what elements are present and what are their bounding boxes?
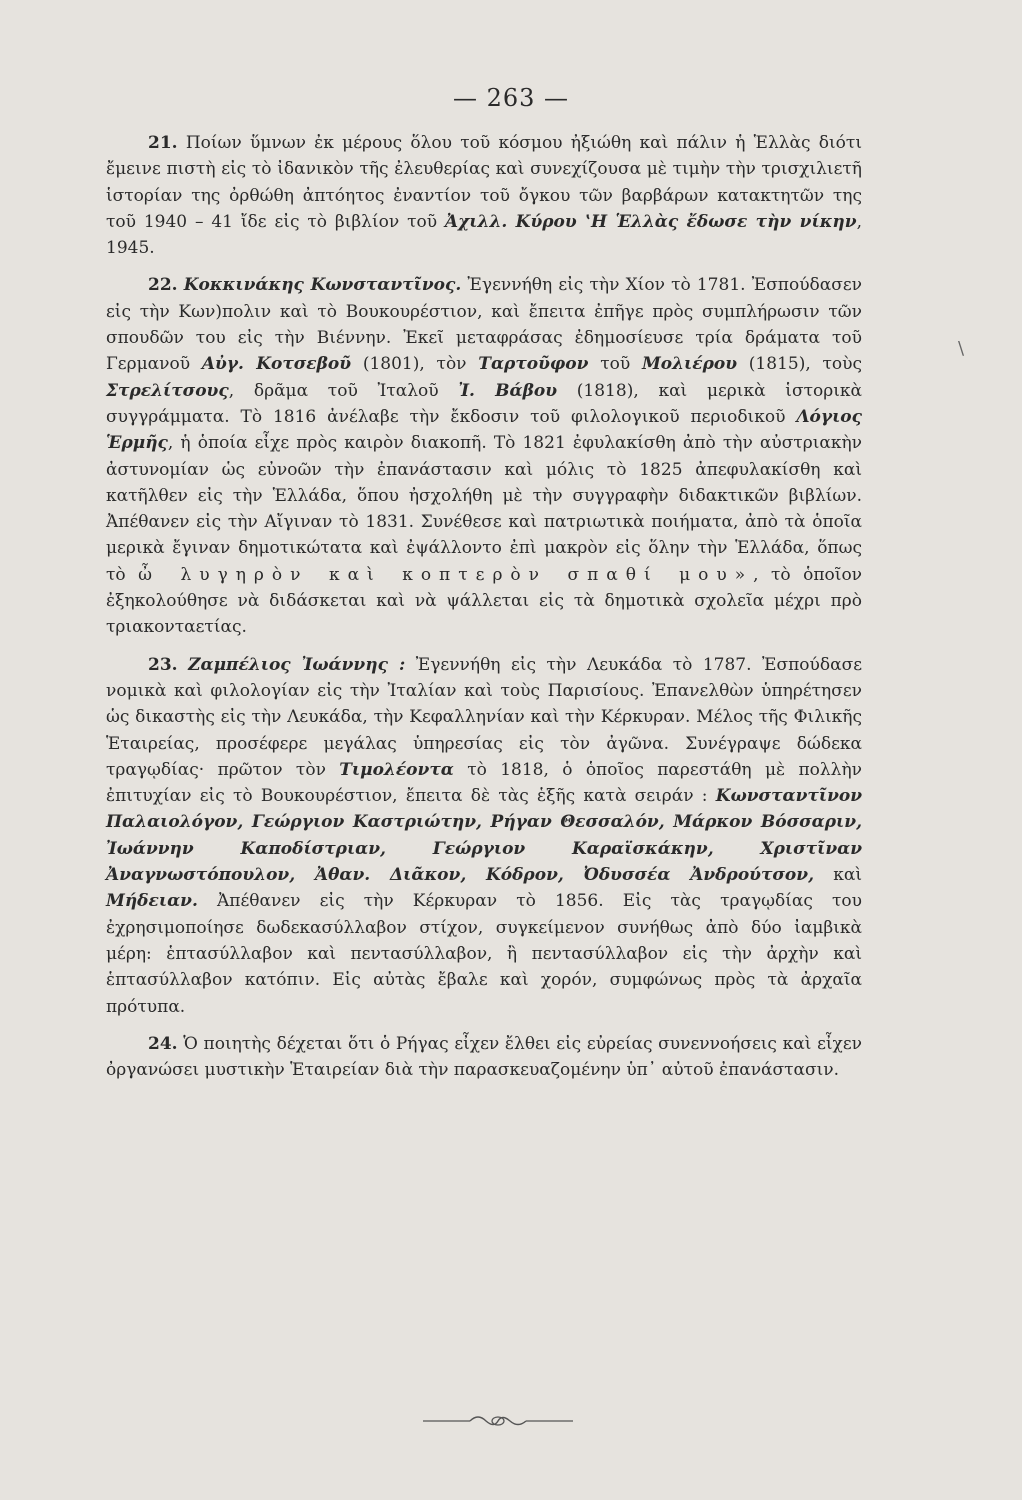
book-reference: Ἀχιλλ. Κύρου ‛Η Ἑλλὰς ἔδωσε τὴν νίκην [444,211,857,232]
note-text: Ἐγεννήθη εἰς τὴν Λευκάδα τὸ 1787. Ἐσπούδασε νομικὰ καὶ φιλολογίαν εἰς τὴν Ἰταλίαν καὶ τοὺς Παρισίους. Ἐπανελθὼν ὑπηρέτησεν ὡς δικαστὴς εἰς τὴν Λευκάδα, τὴν Κεφαλληνίαν καὶ τὴν Κέρκυραν. Μέλος τῆς Φιλικῆς Ἑταιρείας, προσέφερε μεγάλας ὑπηρεσίας εἰς τὸν ἀγῶνα. Συνέγραψε δώδεκα τραγῳδίας· πρῶτον τὸν [106,654,862,780]
note-text: (1801), τὸν [351,354,479,375]
note-number: 21. [148,133,178,153]
spaced-quote: ὦ λυγηρὸν καὶ κοπτερὸν σπαθί μου» [138,564,754,585]
note-text: Ὁ ποιητὴς δέχεται ὅτι ὁ Ρήγας εἶχεν ἔλθει εἰς εὐρείας συνεννοήσεις καὶ εἶχεν ὀργανώσει μυστικὴν Ἑταιρείαν διὰ τὴν παρασκευαζομένην ὑπ᾽ αὐτοῦ ἐπανάστασιν. [106,1033,862,1081]
italic-name: Αὐγ. Κοτσεβοῦ [201,354,352,375]
note-text: (1815), τοὺς [737,354,862,375]
note-number: 22. [148,275,178,296]
note-number: 23. [148,654,178,675]
page-body [106,130,862,1094]
italic-title: Στρελίτσους [106,380,229,401]
italic-name: Μολιέρου [641,354,738,375]
note-text: Ποίων ὕμνων ἐκ μέρους ὅλου τοῦ κόσμου ἠξιώθη καὶ πάλιν ἡ Ἑλλὰς διότι ἔμεινε πιστὴ εἰς τὸ ἰδανικὸν τῆς ἐλευθερίας καὶ συνεχίζουσα μὲ τιμὴν τὴν τρισχιλιετῆ ἱστορίαν της ὀρθώθη ἀπτόητος ἐναντίον τοῦ ὄγκου τῶν βαρβάρων κατακτητῶν της τοῦ 1940 – 41 ἴδε εἰς τὸ βιβλίον τοῦ [106,133,862,232]
italic-title: Ταρτοῦφον [478,354,589,375]
note-text: Ἐγεννήθη εἰς τὴν Χίον τὸ 1781. Ἐσπούδασεν εἰς τὴν Κων)πολιν καὶ τὸ Βουκουρέστιον, καὶ ἔπειτα ἐπῆγε πρὸς συμπλήρωσιν τῶν σπουδῶν του εἰς τὴν Βιέννην. Ἐκεῖ μεταφράσας ἐδημοσίευσε τρία δράματα τοῦ Γερμανοῦ [106,275,863,375]
italic-title-list: Κωνσταντῖνον Παλαιολόγον, Γεώργιον Καστριώτην, Ρήγαν Θεσσαλόν, Μάρκον Βόσσαριν, Ἰωάννην Καποδίστριαν, Γεώργιον Καραϊσκάκην, Χριστῖναν Ἀναγνωστόπουλον, Ἀθαν. Διᾶκον, Κόδρον, Ὀδυσσέα Ἀνδρούτσον, [106,786,862,886]
note-text: , 1945. [106,211,862,259]
italic-title: Μήδειαν. [106,891,198,912]
note-text: , ἡ ὁποία εἶχε πρὸς καιρὸν διακοπῆ. Τὸ 1821 ἐφυλακίσθη ἀπὸ τὴν αὐστριακὴν ἀστυνομίαν ὡς εὐνοῶν τὴν ἐπανάστασιν καὶ μόλις τὸ 1825 ἀπεφυλακίσθη καὶ κατῆλθεν εἰς τὴν Ἑλλάδα, ὅπου ἠσχολήθη μὲ τὴν συγγραφὴν διδακτικῶν βιβλίων. Ἀπέθανεν εἰς τὴν Αἴγιναν τὸ 1831. Συνέθεσε καὶ πατριωτικὰ ποιήματα, ἀπὸ τὰ ὁποῖα μερικὰ ἔγιναν δημοτικώτατα καὶ ἐψάλλοντο ἐπὶ μακρὸν εἰς ὅλην τὴν Ἑλλάδα, ὅπως τὸ [106,433,862,585]
note-text: , δρᾶμα τοῦ Ἰταλοῦ [228,380,459,401]
ornament-flourish-icon [418,1410,578,1430]
margin-mark: \ [958,338,965,359]
note-23 [106,652,862,1020]
note-heading: Κοκκινάκης Κωνσταντῖνος. [183,275,462,296]
note-text: , τὸ ὁποῖον ἐξηκολούθησε νὰ διδάσκεται καὶ νὰ ψάλλεται εἰς τὰ δημοτικὰ σχολεῖα μέχρι πρὸ τριακονταετίας. [106,564,863,638]
note-text: Ἀπέθανεν εἰς τὴν Κέρκυραν τὸ 1856. Εἰς τὰς τραγῳδίας του ἐχρησιμοποίησε δωδεκασύλλαβον στίχον, συγκείμενον συνήθως ἀπὸ δύο ἰαμβικὰ μέρη: ἑπτασύλλαβον καὶ πεντασύλλαβον, ἢ πεντασύλλαβον εἰς τὴν ἀρχὴν καὶ ἑπτασύλλαβον κατόπιν. Εἰς αὐτὰς ἔβαλε καὶ χορόν, συμφώνως πρὸς τὰ ἀρχαῖα πρότυπα. [106,891,862,1017]
italic-title: Λόγιος Ἑρμῆς [106,406,862,454]
note-number: 24. [148,1033,178,1054]
note-24 [106,1031,862,1084]
note-22 [106,272,862,640]
note-21 [106,130,862,261]
italic-title: Τιμολέοντα [339,759,454,780]
note-text: (1818), καὶ μερικὰ ἱστορικὰ συγγράμματα. Τὸ 1816 ἀνέλαβε τὴν ἔκδοσιν τοῦ φιλολογικοῦ περιοδικοῦ [106,380,862,427]
note-heading: Ζαμπέλιος Ἰωάννης : [188,654,406,675]
note-text: τοῦ [588,354,642,375]
note-text: καὶ [813,865,862,886]
italic-name: Ἰ. Βάβου [458,380,558,401]
page-number: — 263 — [452,84,570,112]
note-text: τὸ 1818, ὁ ὁποῖος παρεστάθη μὲ πολλὴν ἐπιτυχίαν εἰς τὸ Βουκουρέστιον, ἔπειτα δὲ τὰς ἑξῆς κατὰ σειράν : [106,759,862,807]
